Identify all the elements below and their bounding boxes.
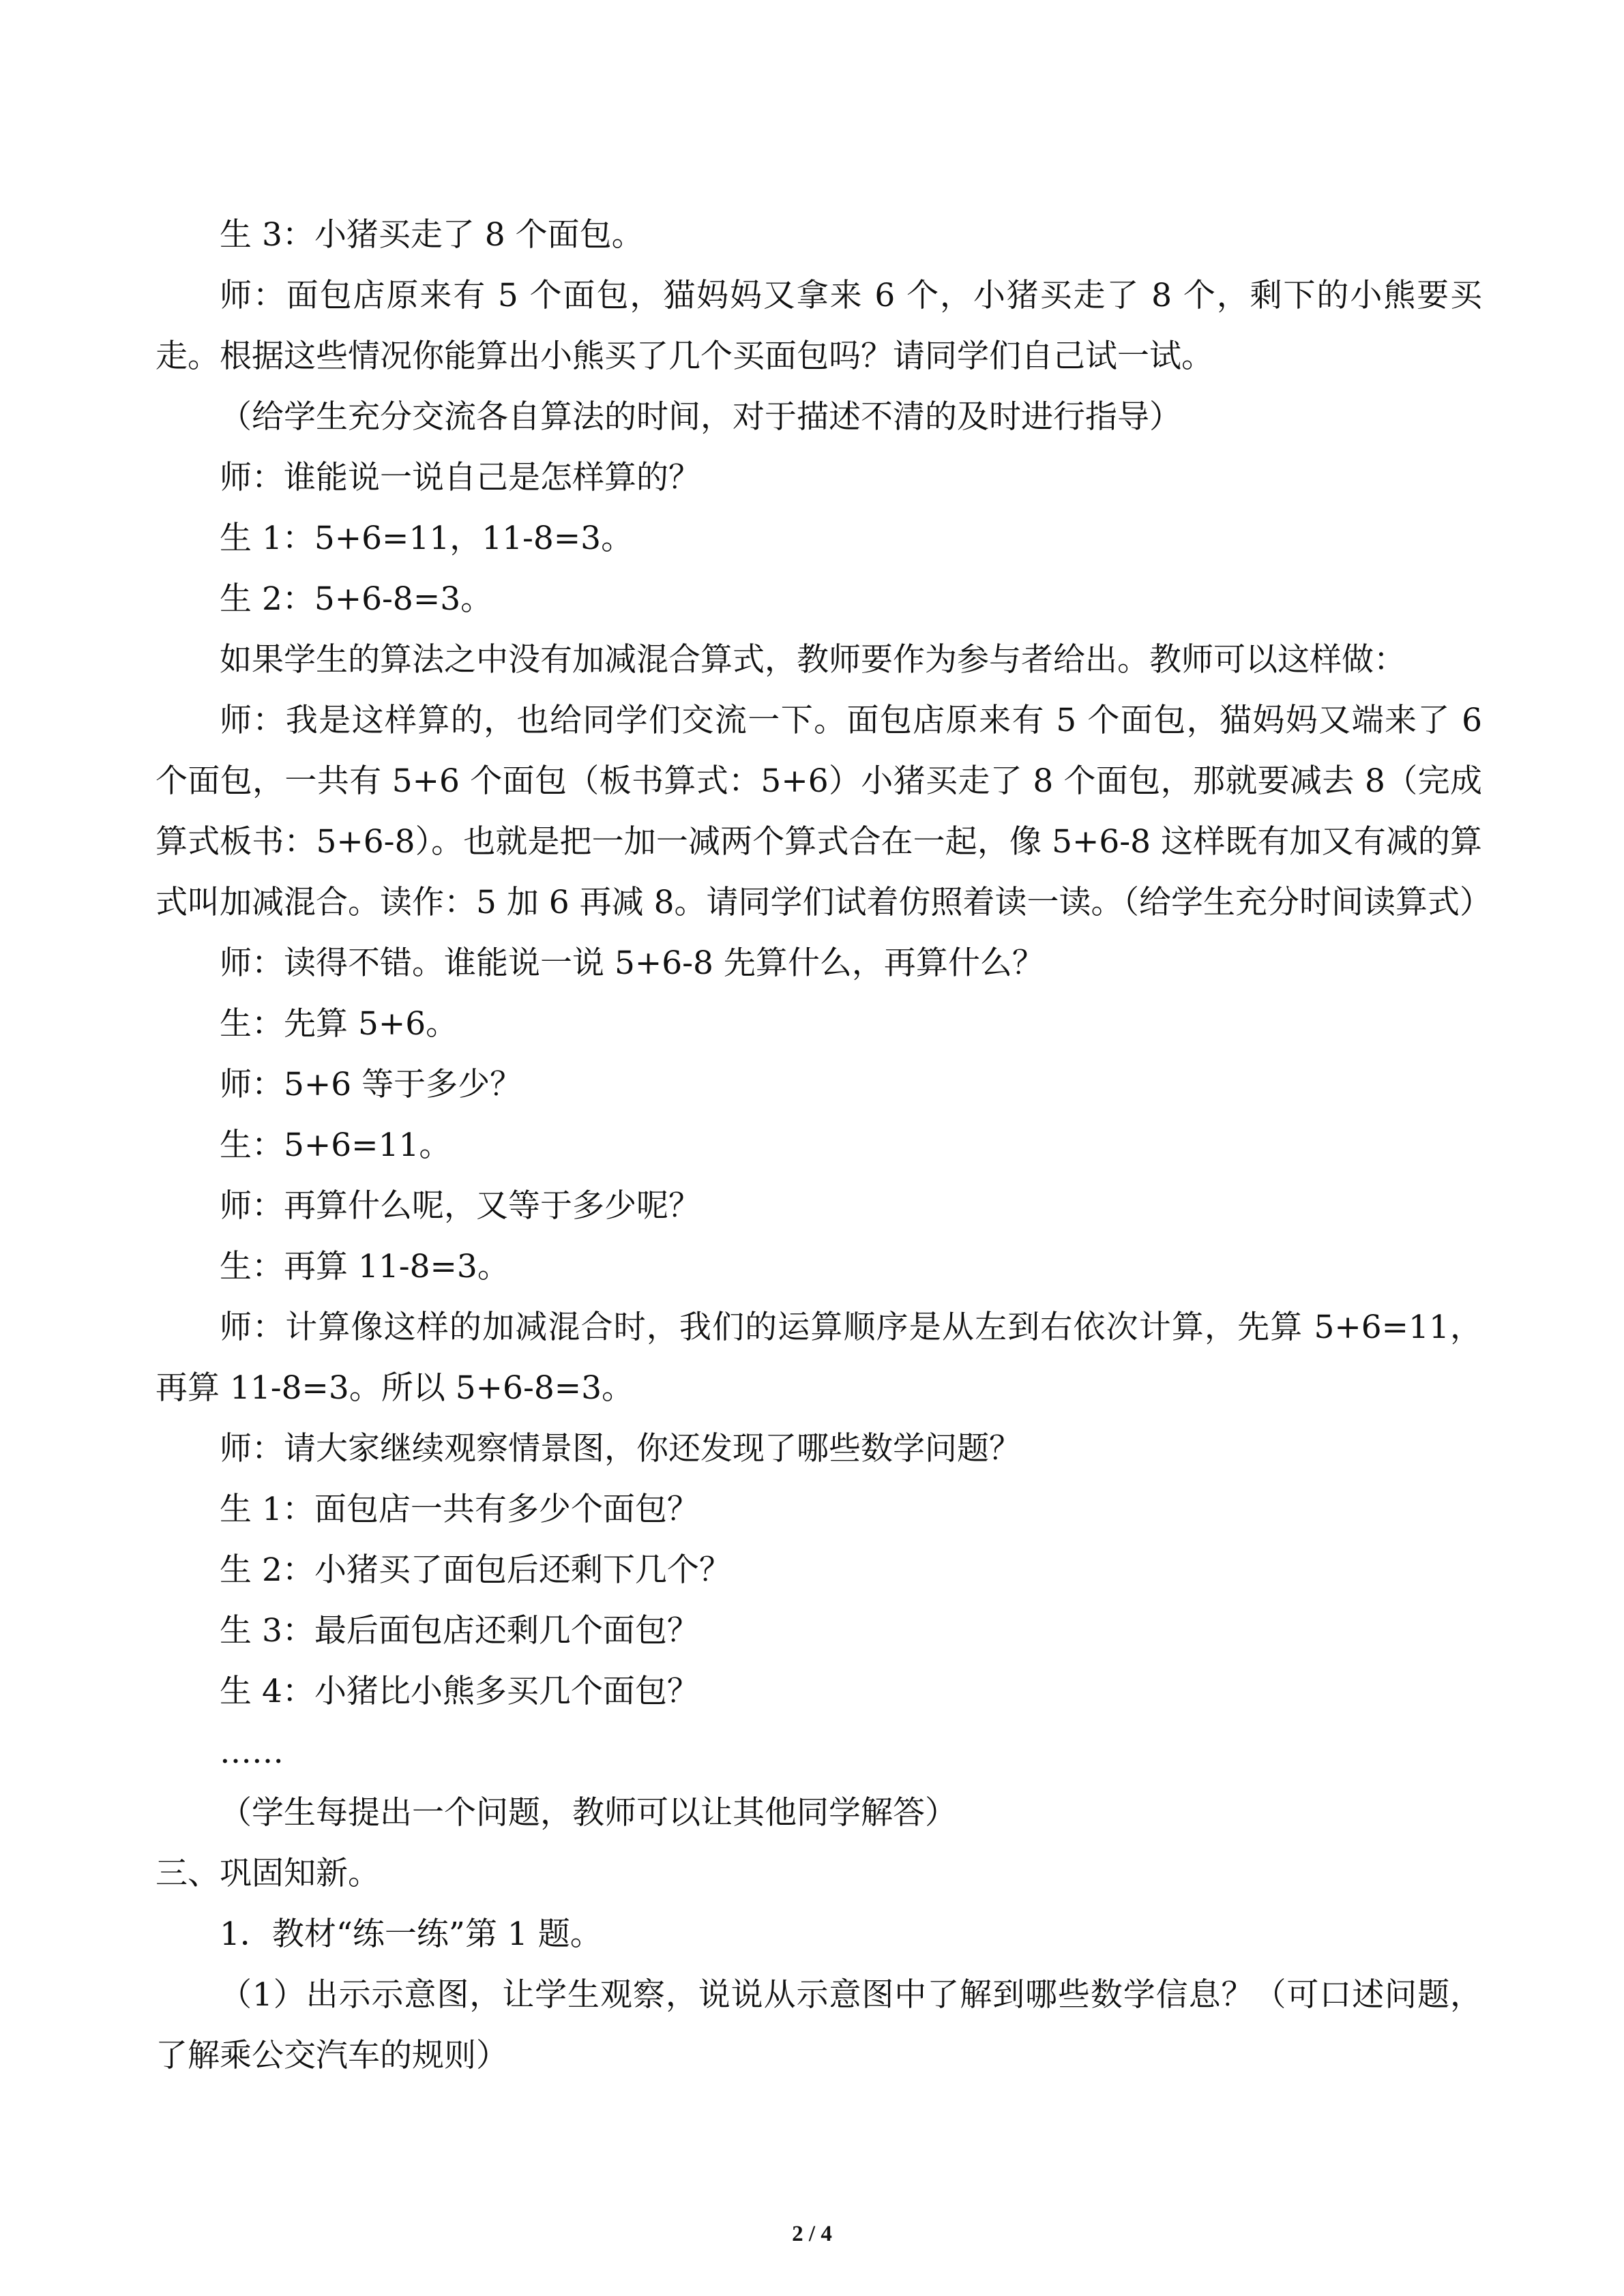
paragraph: 生：先算 5+6。 [220, 1005, 458, 1043]
paragraph: 师：面包店原来有 5 个面包，猫妈妈又拿来 6 个，小猪买走了 8 个，剩下的小熊要买走。根据这些情况你能算出小熊买了几个买面包吗？请同学们自己试一试。 [156, 277, 1482, 375]
paragraph: 生 1：5+6=11，11-8=3。 [220, 520, 634, 557]
paragraph: 生 2：小猪买了面包后还剩下几个？ [220, 1551, 731, 1589]
section-heading: 三、巩固知新。 [156, 1855, 380, 1892]
document-body [156, 205, 1492, 2086]
ellipsis-line: …… [220, 1733, 284, 1771]
paragraph: 生 1：面包店一共有多少个面包？ [220, 1491, 699, 1528]
paragraph: 师：5+6 等于多少？ [220, 1066, 522, 1103]
paragraph: 师：计算像这样的加减混合时，我们的运算顺序是从左到右依次计算，先算 5+6=11，再算 11-8=3。所以 5+6-8=3。 [156, 1309, 1482, 1407]
paragraph: （给学生充分交流各自算法的时间，对于描述不清的及时进行指导） [220, 398, 1181, 436]
paragraph: 师：再算什么呢，又等于多少呢？ [220, 1187, 700, 1225]
paragraph: 生 3：最后面包店还剩几个面包？ [220, 1612, 699, 1650]
paragraph: 生 4：小猪比小熊多买几个面包？ [220, 1673, 699, 1710]
page-number: 2 / 4 [792, 2222, 832, 2246]
paragraph: 生 2：5+6-8=3。 [220, 580, 493, 618]
paragraph: （1）出示示意图，让学生观察，说说从示意图中了解到哪些数学信息？（可口述问题，了解乘公交汽车的规则） [156, 1976, 1482, 2074]
paragraph: 1．教材“练一练”第 1 题。 [220, 1915, 602, 1953]
paragraph: 师：请大家继续观察情景图，你还发现了哪些数学问题？ [220, 1430, 1021, 1467]
paragraph: 师：谁能说一说自己是怎样算的？ [220, 459, 700, 496]
paragraph: 生 3：小猪买走了 8 个面包。 [220, 216, 644, 254]
paragraph: （学生每提出一个问题，教师可以让其他同学解答） [220, 1794, 957, 1832]
paragraph: 如果学生的算法之中没有加减混合算式，教师要作为参与者给出。教师可以这样做： [220, 641, 1406, 679]
paragraph: 师：读得不错。谁能说一说 5+6-8 先算什么，再算什么？ [220, 944, 1044, 982]
paragraph: 生：5+6=11。 [220, 1127, 452, 1164]
paragraph: 师：我是这样算的，也给同学们交流一下。面包店原来有 5 个面包，猫妈妈又端来了 6 个面包，一共有 5+6 个面包（板书算式：5+6）小猪买走了 8 个面包，那就要减去 8（完成算式板书：5+6-8）。也就是把一加一减两个算式合在一起，像 5+6-8 这样既有加又有减的算式叫加减混合。读作：5 加 6 再减 8。请同学们试着仿照着读一读。（给学生充分时间读算式） [156, 702, 1492, 921]
paragraph: 生：再算 11-8=3。 [220, 1248, 510, 1285]
